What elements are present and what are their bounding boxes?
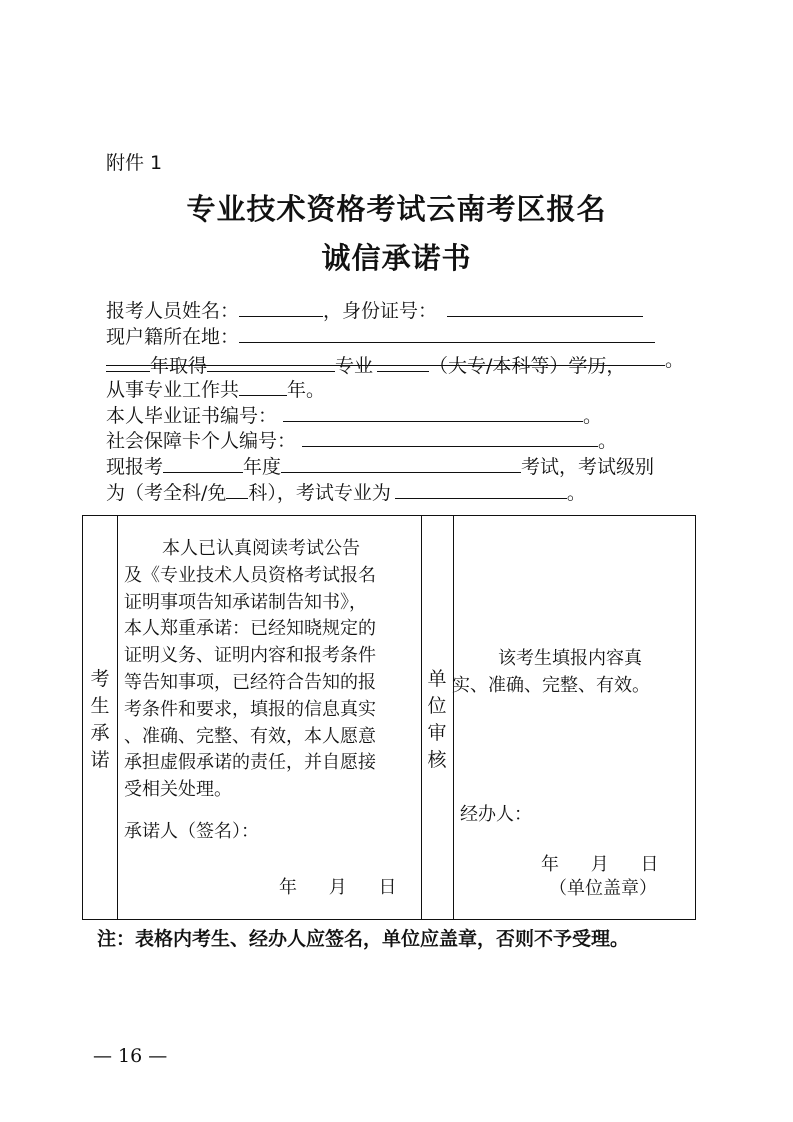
id-number-blank[interactable] <box>447 297 643 317</box>
form-line-level <box>106 479 586 505</box>
work-prefix: 从事专业工作共 <box>106 379 240 401</box>
period-mark: 。 <box>566 482 586 504</box>
degree-blank[interactable] <box>377 352 429 372</box>
degree-label: （大专/本科等）学历， <box>429 355 626 377</box>
period-mark: 。 <box>583 405 603 427</box>
exam-major-blank[interactable] <box>395 479 567 499</box>
graduation-year-blank[interactable] <box>106 352 150 372</box>
commitment-date: 年 月 日 <box>279 877 397 898</box>
obtained-label: 年取得 <box>150 355 208 377</box>
review-date: 年 月 日 <box>541 854 659 875</box>
review-text: 该考生填报内容真 实、准确、完整、有效。 <box>452 648 650 696</box>
signer-label: 承诺人（签名）： <box>124 821 259 842</box>
name-label: 报考人员姓名： <box>106 300 240 322</box>
certificate-label: 本人毕业证书编号： <box>106 405 278 427</box>
table-divider-middle-right <box>453 516 454 919</box>
level-mid: 科），考试专业为 <box>248 482 391 504</box>
table-divider-left <box>117 516 118 919</box>
form-line-degree <box>106 352 625 378</box>
year-label: 年度 <box>243 456 282 478</box>
major-name-blank[interactable] <box>207 352 335 372</box>
unit-review-label: 单 位 审 核 <box>427 668 447 771</box>
exam-suffix: 考试，考试级别 <box>521 456 655 478</box>
social-security-label: 社会保障卡个人编号： <box>106 430 297 452</box>
id-label: ，身份证号： <box>323 300 438 322</box>
level-prefix: 为（考全科/免 <box>106 482 227 504</box>
name-blank[interactable] <box>239 297 323 317</box>
form-line-exam <box>106 453 654 479</box>
residence-label: 现户籍所在地： <box>106 326 240 348</box>
page-number: — 16 — <box>93 1045 168 1067</box>
period-mark: 。 <box>598 430 618 452</box>
form-line-work-years <box>106 376 325 402</box>
applicant-commitment-label: 考 生 承 诺 <box>90 668 110 771</box>
handler-label: 经办人： <box>460 804 532 825</box>
major-label: 专业 <box>335 355 374 377</box>
apply-prefix: 现报考 <box>106 456 164 478</box>
document-title-line2: 诚信承诺书 <box>321 241 472 275</box>
period-mark: 。 <box>665 349 685 371</box>
commitment-table <box>82 515 696 920</box>
form-line-certificate <box>106 402 602 428</box>
exam-name-blank[interactable] <box>281 453 521 473</box>
social-security-blank[interactable] <box>302 427 598 447</box>
unit-seal-label: （单位盖章） <box>549 878 657 899</box>
residence-blank[interactable] <box>239 323 655 343</box>
form-line-social-security <box>106 427 617 453</box>
document-title-line1: 专业技术资格考试云南考区报名 <box>186 192 607 226</box>
exam-year-blank[interactable] <box>163 453 243 473</box>
certificate-number-blank[interactable] <box>283 402 583 422</box>
work-years-blank[interactable] <box>239 376 287 396</box>
footnote: 注：表格内考生、经办人应签名，单位应盖章，否则不予受理。 <box>97 928 630 950</box>
attachment-label: 附件 1 <box>106 152 163 174</box>
exempt-subjects-blank[interactable] <box>226 479 248 499</box>
form-line-name <box>106 297 643 323</box>
work-suffix: 年。 <box>287 379 326 401</box>
commitment-text: 本人已认真阅读考试公告 及《专业技术人员资格考试报名 证明事项告知承诺制告知书》， 本人郑重承诺：已经知晓规定的 证明义务、证明内容和报考条件 等告知事项，已经符合告知的报 考条件和要求，填报的信息真实 、准确、完整、有效，本人愿意 承担虚假承诺的责任，并自愿接 受相关处理。 <box>124 538 376 801</box>
